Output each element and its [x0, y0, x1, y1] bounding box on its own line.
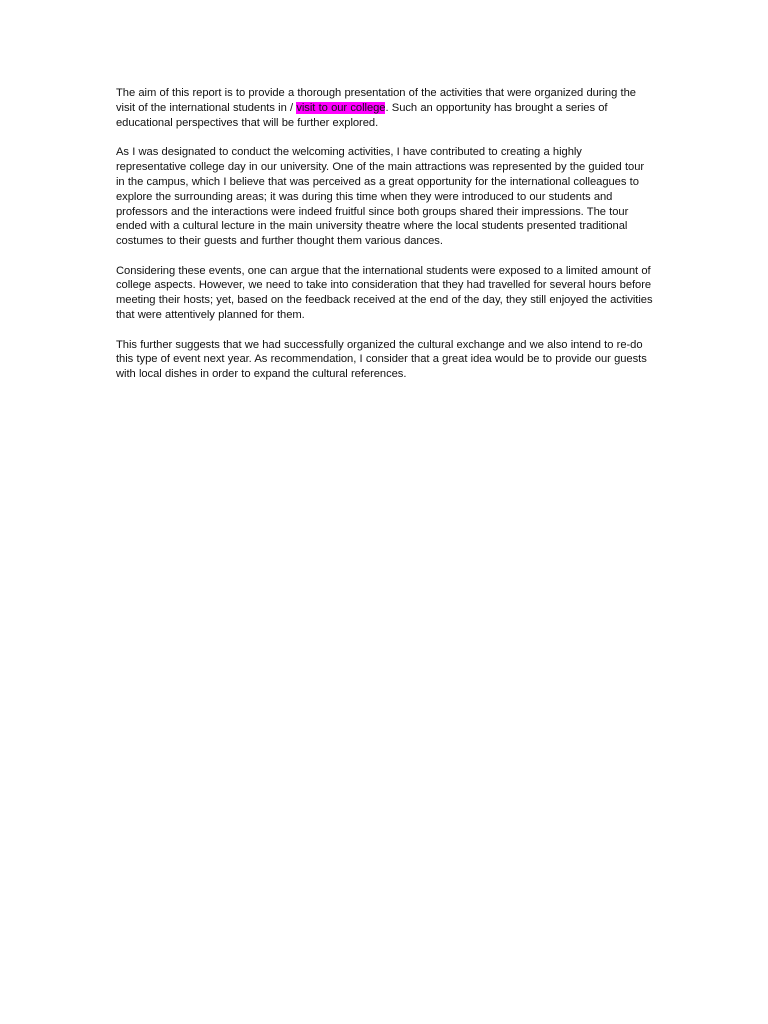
paragraph-1-text-before: The aim of this report is to provide a thorough presentation of the activities that were organized during the visit of the international students in /: [116, 87, 636, 114]
highlighted-text: visit to our college: [296, 101, 386, 114]
paragraph-2: As I was designated to conduct the welcoming activities, I have contributed to creating a highly representative college day in our university. One of the main attractions was represented by the guided tour in the campus, which I believe that was perceived as a great opportunity for the international colleagues to explore the surrounding areas; it was during this time when they were introduced to our students and professors and the interactions were indeed fruitful since both groups shared their impressions. The tour ended with a cultural lecture in the main university theatre where the local students presented traditional costumes to their guests and further thought them various dances.: [116, 146, 645, 248]
paragraph-3: Considering these events, one can argue that the international students were exposed to a limited amount of college aspects. However, we need to take into consideration that they had travelled for several hours before meeting their hosts; yet, based on the feedback received at the end of the day, they still enjoyed the activities that were attentively planned for them.: [116, 264, 653, 322]
paragraph-1-text-after: . Such an opportunity has brought a series of educational perspectives that will be further explored.: [116, 101, 608, 129]
paragraph-4: This further suggests that we had successfully organized the cultural exchange and we also intend to re-do this type of event next year. As recommendation, I consider that a great idea would be to provide our guests with local dishes in order to expand the cultural references.: [116, 338, 647, 381]
document-page: [116, 86, 654, 397]
paragraph-1: [116, 86, 654, 131]
